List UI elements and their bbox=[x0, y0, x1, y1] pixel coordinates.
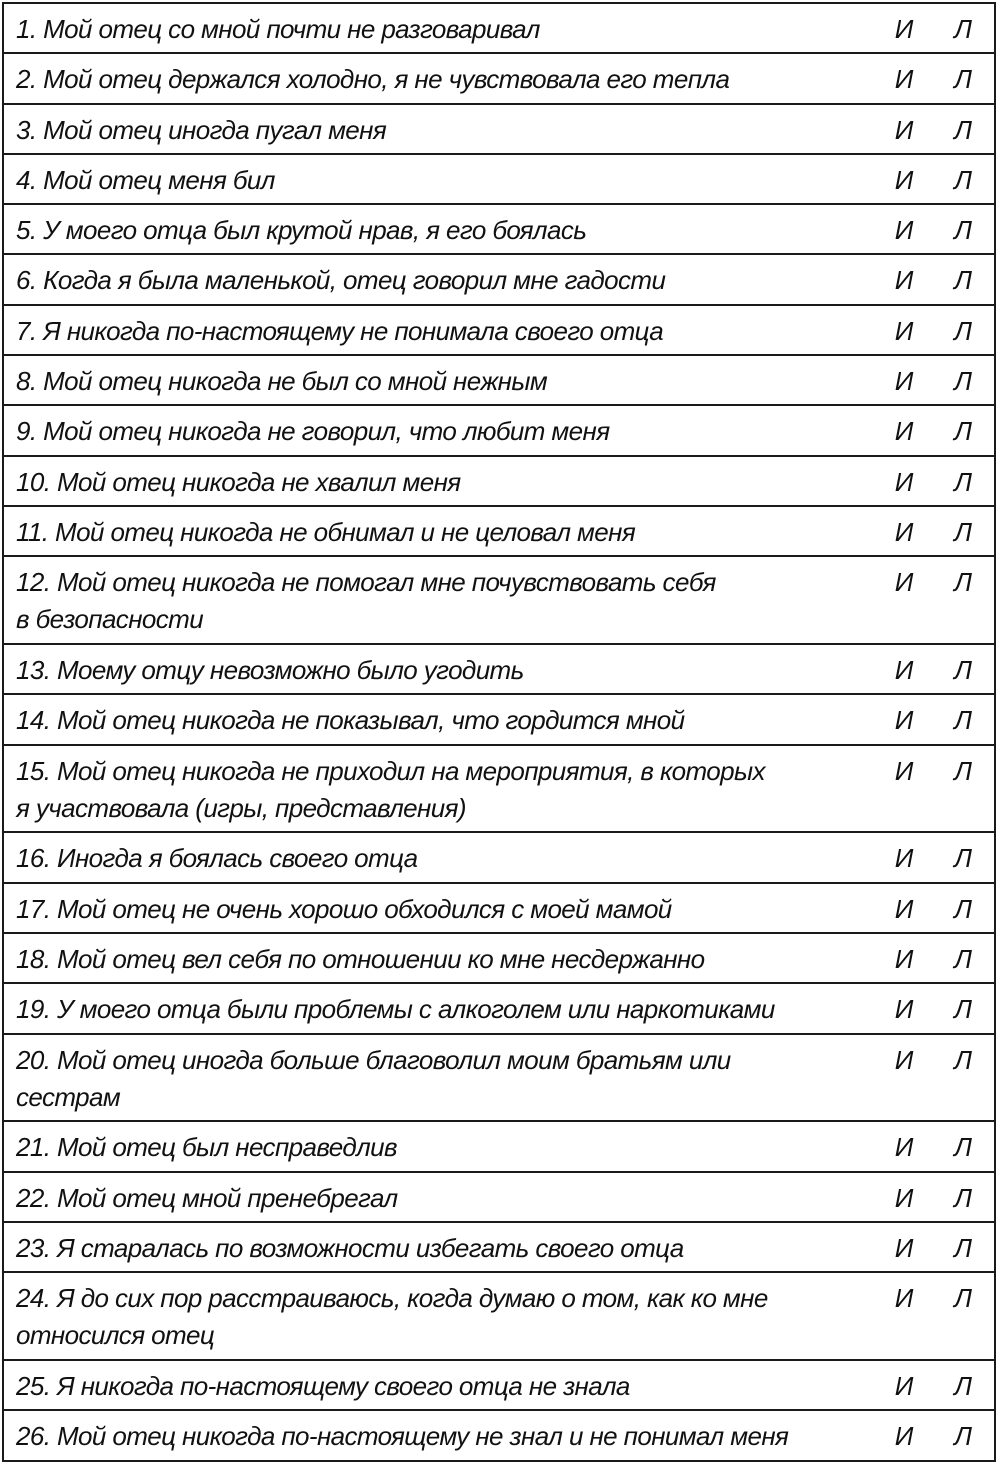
answer-option-l[interactable]: Л bbox=[954, 114, 972, 145]
statement-text: 19. У моего отца были проблемы с алкоголем или наркотиками bbox=[16, 994, 775, 1025]
statement-text: 13. Моему отцу невозможно было угодить bbox=[16, 655, 524, 686]
answer-option-i[interactable]: И bbox=[894, 64, 914, 95]
answer-option-i[interactable]: И bbox=[894, 994, 914, 1025]
answer-option-l[interactable]: Л bbox=[954, 705, 972, 736]
statement-text: 4. Мой отец меня бил bbox=[16, 164, 275, 195]
answer-option-i[interactable]: И bbox=[894, 755, 914, 786]
table-row bbox=[4, 1173, 994, 1223]
statement-text: 15. Мой отец никогда не приходил на мероприятия, в которых я участвовала (игры, представления) bbox=[16, 755, 765, 823]
answer-option-i[interactable]: И bbox=[894, 265, 914, 296]
statement-text: 24. Я до сих пор расстраиваюсь, когда думаю о том, как ко мне относился отец bbox=[16, 1283, 768, 1351]
answer-option-l[interactable]: Л bbox=[954, 994, 972, 1025]
table-row bbox=[4, 1361, 994, 1411]
answer-option-l[interactable]: Л bbox=[954, 1233, 972, 1264]
answer-option-l[interactable]: Л bbox=[954, 755, 972, 786]
table-row bbox=[4, 457, 994, 507]
table-row bbox=[4, 984, 994, 1034]
statement-text: 18. Мой отец вел себя по отношении ко мне несдержанно bbox=[16, 944, 705, 975]
statement-text: 23. Я старалась по возможности избегать своего отца bbox=[16, 1233, 684, 1264]
answer-option-i[interactable]: И bbox=[894, 215, 914, 246]
statement-text: 16. Иногда я боялась своего отца bbox=[16, 843, 418, 874]
table-row bbox=[4, 306, 994, 356]
statement-text: 7. Я никогда по-настоящему не понимала своего отца bbox=[16, 315, 664, 346]
answer-option-i[interactable]: И bbox=[894, 366, 914, 397]
answer-option-l[interactable]: Л bbox=[954, 1132, 972, 1163]
answer-option-l[interactable]: Л bbox=[954, 516, 972, 547]
answer-option-l[interactable]: Л bbox=[954, 14, 972, 44]
table-row bbox=[4, 155, 994, 205]
table-row bbox=[4, 934, 994, 984]
table-row bbox=[4, 695, 994, 745]
answer-option-l[interactable]: Л bbox=[954, 416, 972, 447]
answer-option-l[interactable]: Л bbox=[954, 366, 972, 397]
answer-option-i[interactable]: И bbox=[894, 944, 914, 975]
questionnaire-table bbox=[2, 2, 996, 1462]
statement-text: 2. Мой отец держался холодно, я не чувствовала его тепла bbox=[16, 64, 730, 95]
answer-option-i[interactable]: И bbox=[894, 893, 914, 924]
table-row bbox=[4, 406, 994, 456]
table-row bbox=[4, 507, 994, 557]
answer-option-i[interactable]: И bbox=[894, 315, 914, 346]
table-row bbox=[4, 205, 994, 255]
table-row bbox=[4, 645, 994, 695]
table-row bbox=[4, 1122, 994, 1172]
table-row bbox=[4, 1035, 994, 1123]
statement-text: 5. У моего отца был крутой нрав, я его боялась bbox=[16, 215, 587, 246]
statement-text: 20. Мой отец иногда больше благоволил моим братьям или сестрам bbox=[16, 1044, 731, 1112]
statement-text: 3. Мой отец иногда пугал меня bbox=[16, 114, 387, 145]
table-row bbox=[4, 557, 994, 645]
statement-text: 22. Мой отец мной пренебрегал bbox=[16, 1182, 398, 1213]
table-row bbox=[4, 255, 994, 305]
table-row bbox=[4, 4, 994, 54]
answer-option-i[interactable]: И bbox=[894, 1132, 914, 1163]
answer-option-i[interactable]: И bbox=[894, 1371, 914, 1402]
answer-option-l[interactable]: Л bbox=[954, 944, 972, 975]
answer-option-l[interactable]: Л bbox=[954, 215, 972, 246]
table-row bbox=[4, 1273, 994, 1361]
statement-text: 10. Мой отец никогда не хвалил меня bbox=[16, 466, 461, 497]
statement-text: 21. Мой отец был несправедлив bbox=[16, 1132, 398, 1163]
answer-option-i[interactable]: И bbox=[894, 1283, 914, 1314]
answer-option-l[interactable]: Л bbox=[954, 1421, 972, 1452]
answer-option-l[interactable]: Л bbox=[954, 315, 972, 346]
statement-text: 12. Мой отец никогда не помогал мне почувствовать себя в безопасности bbox=[16, 567, 716, 635]
answer-option-i[interactable]: И bbox=[894, 655, 914, 686]
table-row bbox=[4, 884, 994, 934]
statement-text: 11. Мой отец никогда не обнимал и не целовал меня bbox=[16, 516, 636, 547]
answer-option-l[interactable]: Л bbox=[954, 1283, 972, 1314]
answer-option-l[interactable]: Л bbox=[954, 1044, 972, 1075]
answer-option-l[interactable]: Л bbox=[954, 655, 972, 686]
answer-option-l[interactable]: Л bbox=[954, 893, 972, 924]
answer-option-l[interactable]: Л bbox=[954, 265, 972, 296]
statement-text: 6. Когда я была маленькой, отец говорил мне гадости bbox=[16, 265, 666, 296]
answer-option-l[interactable]: Л bbox=[954, 64, 972, 95]
statement-text: 17. Мой отец не очень хорошо обходился с моей мамой bbox=[16, 893, 672, 924]
answer-option-i[interactable]: И bbox=[894, 14, 914, 44]
answer-option-l[interactable]: Л bbox=[954, 466, 972, 497]
answer-option-l[interactable]: Л bbox=[954, 1371, 972, 1402]
answer-option-i[interactable]: И bbox=[894, 516, 914, 547]
statement-text: 25. Я никогда по-настоящему своего отца не знала bbox=[16, 1371, 630, 1402]
answer-option-i[interactable]: И bbox=[894, 114, 914, 145]
answer-option-i[interactable]: И bbox=[894, 416, 914, 447]
statement-text: 9. Мой отец никогда не говорил, что любит меня bbox=[16, 416, 610, 447]
answer-option-i[interactable]: И bbox=[894, 466, 914, 497]
table-row bbox=[4, 105, 994, 155]
answer-option-l[interactable]: Л bbox=[954, 843, 972, 874]
statement-text: 26. Мой отец никогда по-настоящему не знал и не понимал меня bbox=[16, 1421, 789, 1452]
table-row bbox=[4, 833, 994, 883]
statement-text: 14. Мой отец никогда не показывал, что гордится мной bbox=[16, 705, 685, 736]
answer-option-l[interactable]: Л bbox=[954, 567, 972, 598]
table-row bbox=[4, 54, 994, 104]
answer-option-i[interactable]: И bbox=[894, 164, 914, 195]
answer-option-i[interactable]: И bbox=[894, 705, 914, 736]
answer-option-i[interactable]: И bbox=[894, 567, 914, 598]
answer-option-i[interactable]: И bbox=[894, 1182, 914, 1213]
answer-option-i[interactable]: И bbox=[894, 1044, 914, 1075]
table-row bbox=[4, 1411, 994, 1461]
answer-option-i[interactable]: И bbox=[894, 1421, 914, 1452]
statement-text: 1. Мой отец со мной почти не разговаривал bbox=[16, 14, 540, 44]
answer-option-i[interactable]: И bbox=[894, 843, 914, 874]
table-row bbox=[4, 356, 994, 406]
answer-option-l[interactable]: Л bbox=[954, 164, 972, 195]
answer-option-l[interactable]: Л bbox=[954, 1182, 972, 1213]
table-row bbox=[4, 1223, 994, 1273]
table-row bbox=[4, 746, 994, 834]
answer-option-i[interactable]: И bbox=[894, 1233, 914, 1264]
statement-text: 8. Мой отец никогда не был со мной нежным bbox=[16, 366, 548, 397]
